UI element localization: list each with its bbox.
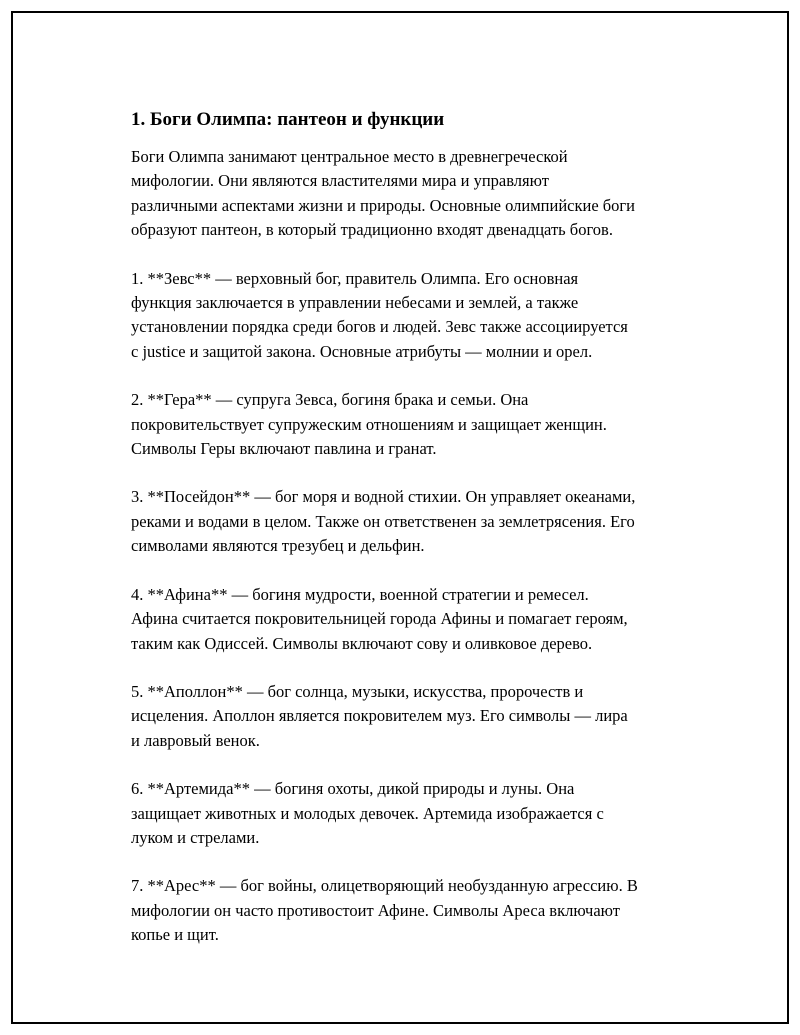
section-heading: 1. Боги Олимпа: пантеон и функции <box>131 109 445 130</box>
list-item-ares: 7. **Арес** — бог войны, олицетворяющий необузданную агрессию. В мифологии он часто противостоит Афине. Символы Ареса включают копье и щит. <box>131 876 638 945</box>
document-body <box>131 106 711 972</box>
intro-paragraph: Боги Олимпа занимают центральное место в древнегреческой мифологии. Они являются властителями мира и управляют различными аспектами жизни и природы. Основные олимпийские боги образуют пантеон, в который традиционно входят двенадцать богов. <box>131 147 636 240</box>
list-item-artemis: 6. **Артемида** — богиня охоты, дикой природы и луны. Она защищает животных и молодых девочек. Артемида изображается с луком и стрелами. <box>131 779 604 847</box>
list-item-hera: 2. **Гера** — супруга Зевса, богиня брака и семьи. Она покровительствует супружеским отношениям и защищает женщин. Символы Геры включают павлина и гранат. <box>131 390 607 459</box>
page-frame <box>11 11 789 1024</box>
list-item-poseidon: 3. **Посейдон** — бог моря и водной стихии. Он управляет океанами, реками и водами в целом. Также он ответственен за землетрясения. Его символами являются трезубец и дельфин. <box>131 487 636 556</box>
list-item-apollo: 5. **Аполлон** — бог солнца, музыки, искусства, пророчеств и исцеления. Аполлон является покровителем муз. Его символы — лира и лавровый венок. <box>131 681 628 750</box>
list-item-zeus: 1. **Зевс** — верховный бог, правитель Олимпа. Его основная функция заключается в управлении небесами и землей, а также установлении порядка среди богов и людей. Зевс также ассоциируется с justice и защитой закона. Основные атрибуты — молнии и орел. <box>131 268 628 361</box>
list-item-athena: 4. **Афина** — богиня мудрости, военной стратегии и ремесел. Афина считается покровительницей города Афины и помагает героям, таким как Одиссей. Символы включают сову и оливковое дерево. <box>131 584 628 653</box>
